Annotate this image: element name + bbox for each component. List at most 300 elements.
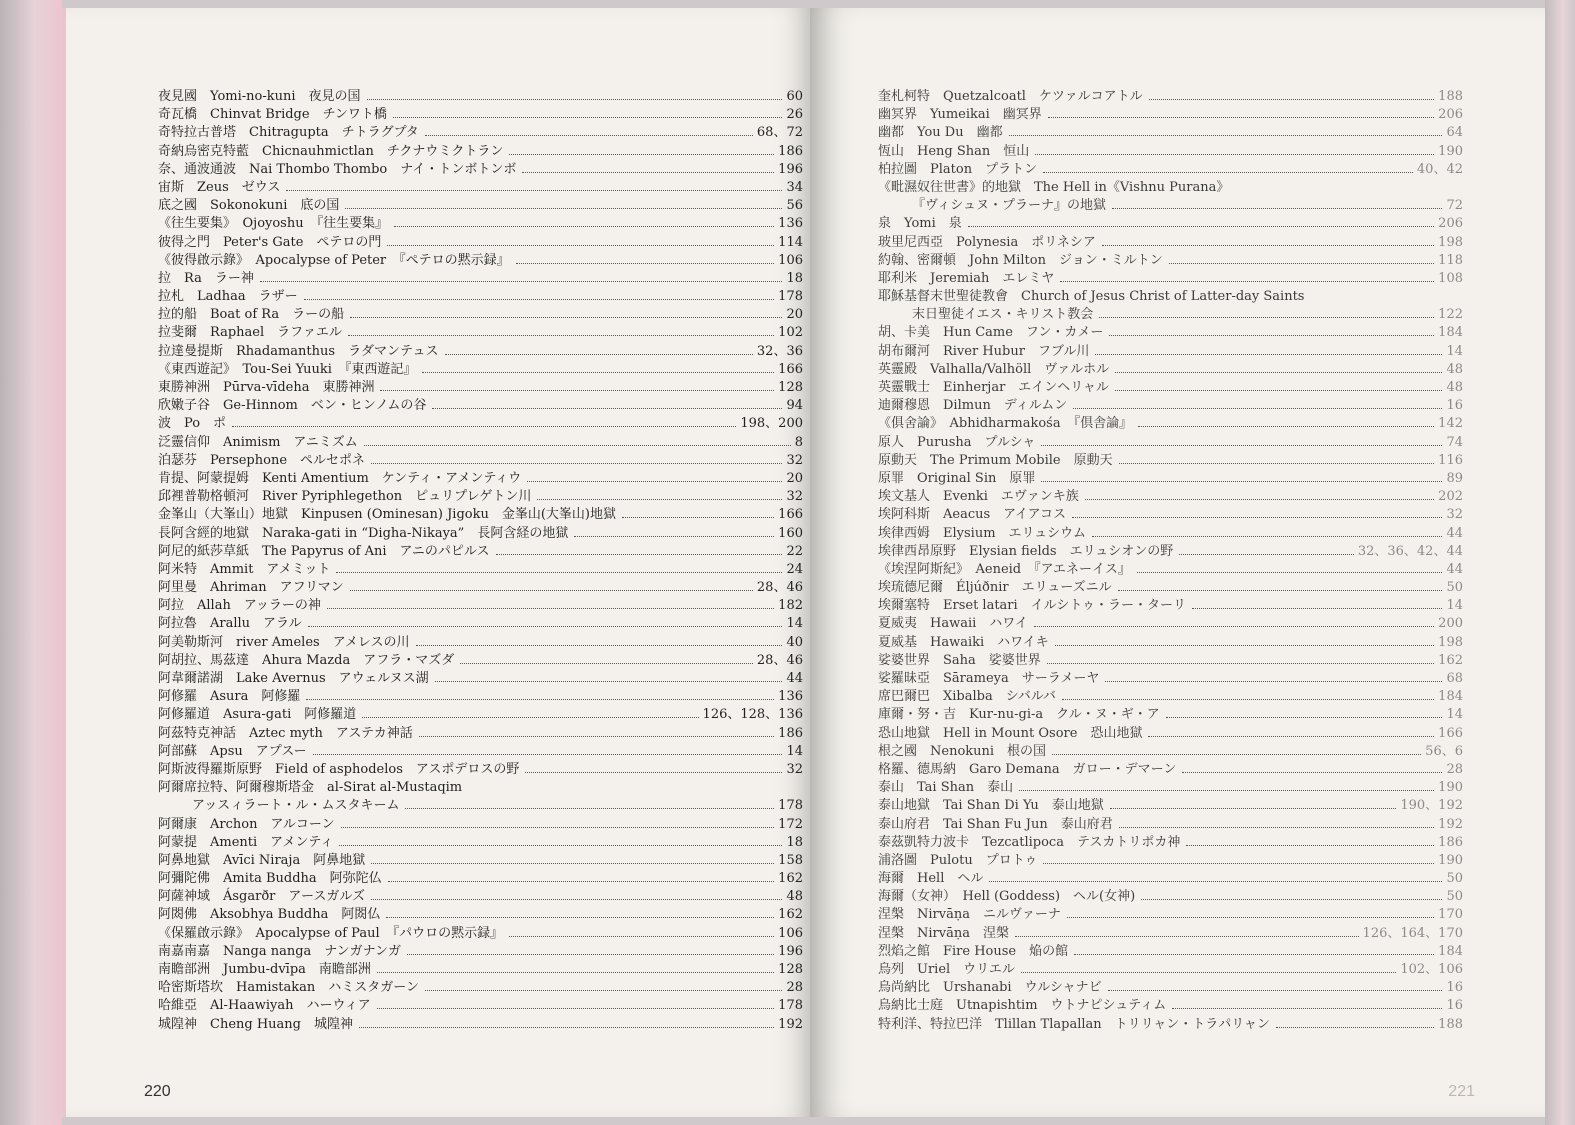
entry-page-numbers: 160 — [778, 525, 803, 541]
index-entry — [158, 725, 803, 743]
entry-label: 彼得之門 Peter's Gate ペテロの門 — [158, 234, 382, 250]
entry-label: 烏列 Uriel ウリエル — [878, 962, 1015, 977]
dot-leader — [407, 954, 774, 955]
entry-page-numbers: 40 — [786, 634, 803, 650]
index-entry — [158, 870, 803, 888]
entry-label: 《彼得啟示錄》 Apocalypse of Peter 『ペテロの黙示録』 — [158, 252, 510, 268]
entry-label: 肯提、阿蒙提姆 Kenti Amentium ケンティ・アメンティウ — [158, 470, 522, 486]
entry-page-numbers: 26 — [786, 107, 803, 123]
dot-leader — [386, 917, 774, 918]
entry-label: 阿拉 Allah アッラーの神 — [158, 598, 321, 614]
entry-page-numbers: 196 — [778, 161, 803, 177]
index-entry — [158, 670, 803, 688]
entry-label: 《俱舍論》 Abhidharmakośa 『倶舎論』 — [878, 416, 1133, 432]
entry-page-numbers: 74 — [1446, 434, 1463, 450]
dot-leader — [1119, 827, 1434, 828]
entry-label: 奈、通波通波 Nai Thombo Thombo ナイ・トンボトンボ — [158, 161, 517, 177]
entry-page-numbers: 44 — [1446, 525, 1463, 541]
index-entry — [878, 361, 1463, 379]
entry-page-numbers: 106 — [778, 252, 803, 268]
entry-page-numbers: 32 — [1446, 507, 1463, 523]
index-entry — [878, 797, 1463, 815]
entry-label: 埃爾塞特 Erset latari イルシトゥ・ラー・ターリ — [878, 598, 1187, 614]
dot-leader — [286, 190, 782, 191]
entry-page-numbers: 40、42 — [1416, 161, 1463, 177]
index-entry — [158, 415, 803, 433]
entry-page-numbers: 206 — [1438, 216, 1463, 232]
index-entry — [158, 852, 803, 870]
entry-page-numbers: 142 — [1438, 416, 1463, 432]
entry-page-numbers: 18 — [786, 834, 803, 850]
entry-label: 泊瑟芬 Persephone ペルセポネ — [158, 452, 366, 468]
entry-label: 阿修羅 Asura 阿修羅 — [158, 689, 301, 705]
entry-label: 格羅、德馬納 Garo Demana ガロー・デマーン — [878, 761, 1177, 777]
index-entry — [158, 488, 803, 506]
entry-label: 阿修羅道 Asura-gati 阿修羅道 — [158, 707, 357, 723]
dot-leader — [1072, 517, 1443, 518]
dot-leader — [968, 226, 1434, 227]
dot-leader — [327, 608, 774, 609]
dot-leader — [419, 736, 774, 737]
dot-leader — [1172, 1008, 1442, 1009]
index-entry — [878, 725, 1463, 743]
index-entry — [878, 470, 1463, 488]
entry-page-numbers: 24 — [786, 561, 803, 577]
entry-label: 恆山 Heng Shan 恒山 — [878, 143, 1030, 159]
dot-leader — [422, 372, 774, 373]
entry-label: 庫爾・努・吉 Kur-nu-gi-a クル・ヌ・ギ・ア — [878, 707, 1160, 723]
dot-leader — [1048, 117, 1434, 118]
index-entry — [878, 779, 1463, 797]
entry-page-numbers: 20 — [786, 470, 803, 486]
entry-label: 夏威夷 Hawaii ハワイ — [878, 616, 1028, 632]
dot-leader — [1021, 972, 1396, 973]
index-entry — [878, 652, 1463, 670]
entry-page-numbers: 102 — [778, 325, 803, 341]
index-entry — [878, 870, 1463, 888]
dot-leader — [1052, 754, 1421, 755]
dot-leader — [1141, 899, 1442, 900]
entry-page-numbers: 136 — [778, 216, 803, 232]
index-entry — [878, 979, 1463, 997]
entry-label: 海爾（女神） Hell (Goddess) ヘル(女神) — [878, 889, 1136, 905]
entry-page-numbers: 28、46 — [756, 580, 803, 596]
entry-label: 泉 Yomi 泉 — [878, 216, 962, 232]
entry-label: 幽都 You Du 幽都 — [878, 125, 1003, 141]
entry-page-numbers: 60 — [786, 89, 803, 104]
dot-leader — [1073, 408, 1442, 409]
index-entry — [878, 452, 1463, 470]
entry-page-numbers: 44 — [786, 671, 803, 686]
entry-page-numbers: 14 — [1446, 343, 1463, 359]
entry-page-numbers: 190、192 — [1400, 798, 1463, 814]
index-entry — [158, 816, 803, 834]
entry-page-numbers: 206 — [1438, 107, 1463, 123]
entry-page-numbers: 188 — [1438, 1016, 1463, 1032]
page-edge-left — [0, 0, 62, 1125]
entry-page-numbers: 14 — [1446, 598, 1463, 614]
index-entry — [158, 561, 803, 579]
index-list-right — [878, 88, 1463, 1034]
dot-leader — [1115, 372, 1442, 373]
index-entry — [878, 234, 1463, 252]
entry-page-numbers: 192 — [1438, 816, 1463, 832]
entry-label: 迪爾穆恩 Dilmun ディルムン — [878, 398, 1068, 414]
dot-leader — [574, 536, 774, 537]
entry-page-numbers: 14 — [786, 616, 803, 632]
index-entry — [878, 706, 1463, 724]
index-entry — [158, 797, 803, 815]
index-entry — [158, 979, 803, 997]
index-entry — [878, 961, 1463, 979]
dot-leader — [1149, 99, 1434, 100]
dot-leader — [1112, 208, 1442, 209]
entry-page-numbers: 128 — [778, 962, 803, 977]
entry-page-numbers: 106 — [778, 925, 803, 941]
dot-leader — [1034, 626, 1434, 627]
index-entry — [158, 215, 803, 233]
entry-label: 涅槃 Nirvāṇa 涅槃 — [878, 925, 1009, 941]
entry-page-numbers: 166 — [778, 507, 803, 523]
entry-page-numbers: 166 — [778, 361, 803, 377]
dot-leader — [1041, 481, 1442, 482]
entry-label: 城隍神 Cheng Huang 城隍神 — [158, 1016, 353, 1032]
dot-leader — [1192, 608, 1442, 609]
entry-label: 阿蒙提 Amenti アメンティ — [158, 834, 334, 850]
entry-page-numbers: 102、106 — [1400, 962, 1463, 977]
index-entry — [158, 961, 803, 979]
entry-label: 埃律西姆 Elysium エリュシウム — [878, 525, 1087, 541]
entry-page-numbers: 196 — [778, 943, 803, 959]
entry-label: 涅槃 Nirvāṇa ニルヴァーナ — [878, 907, 1061, 923]
index-entry — [158, 343, 803, 361]
entry-page-numbers: 108 — [1438, 270, 1463, 286]
entry-label: 耶穌基督末世聖徒教會 Church of Jesus Christ of Latter-day Saints — [878, 289, 1305, 305]
entry-label: 夏威基 Hawaiki ハワイキ — [878, 634, 1049, 650]
dot-leader — [348, 335, 774, 336]
entry-label: 夜見國 Yomi-no-kuni 夜見の国 — [158, 89, 361, 104]
dot-leader — [377, 1008, 774, 1009]
index-entry — [878, 124, 1463, 142]
entry-label: 泰山地獄 Tai Shan Di Yu 泰山地獄 — [878, 798, 1104, 814]
entry-label: 末日聖徒イエス・キリスト教会 — [912, 307, 1094, 323]
entry-label: 原罪 Original Sin 原罪 — [878, 470, 1036, 486]
entry-page-numbers: 198 — [1438, 234, 1463, 250]
dot-leader — [350, 317, 782, 318]
entry-label: 波 Po ポ — [158, 416, 227, 432]
entry-page-numbers: 50 — [1446, 871, 1463, 887]
dot-leader — [1043, 172, 1413, 173]
entry-label: 底之國 Sokonokuni 底の国 — [158, 198, 340, 214]
entry-label: 奎札柯特 Quetzalcoatl ケツァルコアトル — [878, 89, 1143, 104]
entry-page-numbers: 64 — [1446, 125, 1463, 141]
index-entry — [878, 306, 1463, 324]
entry-page-numbers: 32 — [786, 761, 803, 777]
entry-label: 金峯山（大峯山）地獄 Kinpusen (Ominesan) Jigoku 金峯山(大峯山)地獄 — [158, 507, 616, 523]
left-page — [62, 8, 814, 1117]
dot-leader — [1041, 445, 1442, 446]
index-entry — [878, 943, 1463, 961]
entry-page-numbers: 48 — [786, 889, 803, 905]
entry-page-numbers: 190 — [1438, 852, 1463, 868]
index-entry — [878, 743, 1463, 761]
entry-page-numbers: 128 — [778, 380, 803, 395]
index-entry — [878, 288, 1463, 306]
entry-label: 烏尚納比 Urshanabi ウルシャナビ — [878, 980, 1102, 996]
dot-leader — [496, 554, 783, 555]
index-entry — [158, 1016, 803, 1034]
entry-label: 阿拉魯 Arallu アラル — [158, 616, 302, 632]
entry-page-numbers: 16 — [1446, 980, 1463, 996]
dot-leader — [1138, 426, 1434, 427]
entry-label: 哈密斯塔坎 Hamistakan ハミスタガーン — [158, 980, 419, 996]
index-entry — [158, 579, 803, 597]
entry-label: 阿薩神域 Ásgarðr アースガルズ — [158, 889, 365, 905]
entry-label: 胡布爾河 River Hubur フブル川 — [878, 343, 1090, 359]
dot-leader — [460, 663, 753, 664]
entry-label: 欣嫩子谷 Ge-Hinnom ベン・ヒンノムの谷 — [158, 398, 427, 414]
entry-page-numbers: 162 — [778, 871, 803, 887]
entry-page-numbers: 190 — [1438, 143, 1463, 159]
index-entry — [158, 925, 803, 943]
entry-page-numbers: 28、46 — [756, 652, 803, 668]
entry-label: 阿爾席拉特、阿爾穆斯塔金 al-Sirat al-Mustaqim — [158, 780, 463, 796]
dot-leader — [1035, 154, 1434, 155]
dot-leader — [1055, 645, 1434, 646]
index-entry — [878, 816, 1463, 834]
dot-leader — [405, 808, 774, 809]
index-entry — [158, 234, 803, 252]
dot-leader — [1062, 699, 1434, 700]
index-entry — [158, 906, 803, 924]
dot-leader — [377, 972, 774, 973]
entry-label: 阿里曼 Ahriman アフリマン — [158, 580, 344, 596]
entry-page-numbers: 186 — [778, 143, 803, 159]
entry-page-numbers: 182 — [778, 598, 803, 614]
dot-leader — [232, 426, 736, 427]
index-entry — [158, 634, 803, 652]
index-entry — [878, 834, 1463, 852]
index-entry — [158, 106, 803, 124]
dot-leader — [1105, 681, 1442, 682]
entry-label: 《毗濕奴往世書》的地獄 The Hell in《Vishnu Purana》 — [878, 179, 1230, 195]
entry-label: 南瞻部洲 Jumbu-dvīpa 南瞻部洲 — [158, 962, 371, 977]
dot-leader — [1092, 536, 1442, 537]
index-entry — [158, 706, 803, 724]
dot-leader — [1169, 263, 1434, 264]
entry-page-numbers: 14 — [786, 743, 803, 759]
entry-page-numbers: 50 — [1446, 580, 1463, 596]
index-entry — [878, 543, 1463, 561]
entry-label: 烏納比士庭 Utnapishtim ウトナピシュティム — [878, 998, 1167, 1014]
entry-label: 胡、卡美 Hun Came フン・カメー — [878, 325, 1104, 341]
index-entry — [878, 106, 1463, 124]
entry-page-numbers: 94 — [786, 398, 803, 414]
entry-page-numbers: 126、164、170 — [1362, 925, 1463, 941]
entry-label: 邱裡普勒格頓河 River Pyriphlegethon ピュリプレゲトン川 — [158, 489, 532, 505]
index-entry — [878, 525, 1463, 543]
entry-label: 阿胡拉、馬茲達 Ahura Mazda アフラ・マズダ — [158, 652, 455, 668]
dot-leader — [432, 408, 782, 409]
dot-leader — [445, 354, 753, 355]
entry-label: 阿斯波得羅斯原野 Field of asphodelos アスポデロスの野 — [158, 761, 520, 777]
dot-leader — [989, 881, 1442, 882]
dot-leader — [416, 645, 783, 646]
index-entry — [878, 488, 1463, 506]
entry-label: 東勝神洲 Pūrva-vīdeha 東勝神洲 — [158, 380, 375, 395]
entry-label: 泰山府君 Tai Shan Fu Jun 泰山府君 — [878, 816, 1113, 832]
entry-page-numbers: 34 — [786, 179, 803, 195]
dot-leader — [359, 1027, 774, 1028]
entry-page-numbers: 178 — [778, 289, 803, 305]
entry-label: 席巴爾巴 Xibalba シバルバ — [878, 689, 1056, 705]
index-entry — [158, 197, 803, 215]
dot-leader — [1009, 135, 1443, 136]
entry-page-numbers: 136 — [778, 689, 803, 705]
dot-leader — [522, 172, 774, 173]
entry-page-numbers: 8 — [794, 434, 803, 450]
index-entry — [158, 525, 803, 543]
entry-page-numbers: 188 — [1438, 89, 1463, 104]
entry-label: 『ヴィシュヌ・プラーナ』の地獄 — [912, 198, 1106, 214]
index-entry — [878, 506, 1463, 524]
index-entry — [878, 761, 1463, 779]
entry-page-numbers: 44 — [1446, 561, 1463, 577]
entry-page-numbers: 22 — [786, 543, 803, 559]
entry-page-numbers: 116 — [1438, 452, 1463, 468]
index-entry — [878, 615, 1463, 633]
index-entry — [158, 252, 803, 270]
index-entry — [878, 597, 1463, 615]
entry-label: 長阿含經的地獄 Naraka-gati in “Digha-Nikaya” 長阿含経の地獄 — [158, 525, 569, 541]
dot-leader — [1148, 736, 1434, 737]
dot-leader — [350, 590, 753, 591]
entry-page-numbers: 118 — [1438, 252, 1463, 268]
entry-page-numbers: 50 — [1446, 889, 1463, 905]
entry-label: 埃琉德尼爾 Éljúðnir エリューズニル — [878, 580, 1112, 596]
dot-leader — [1137, 572, 1443, 573]
entry-page-numbers: 200 — [1438, 616, 1463, 632]
dot-leader — [516, 263, 775, 264]
entry-label: 埃律西昂原野 Elysian fields エリュシオンの野 — [878, 543, 1174, 559]
entry-page-numbers: 56 — [786, 198, 803, 214]
right-page — [810, 8, 1545, 1117]
dot-leader — [1118, 590, 1443, 591]
dot-leader — [1019, 790, 1434, 791]
entry-label: 阿彌陀佛 Amita Buddha 阿弥陀仏 — [158, 871, 382, 887]
index-entry — [878, 415, 1463, 433]
dot-leader — [1115, 390, 1443, 391]
entry-page-numbers: 89 — [1446, 470, 1463, 486]
entry-page-numbers: 56、6 — [1425, 743, 1463, 759]
entry-page-numbers: 18 — [786, 270, 803, 286]
dot-leader — [313, 754, 783, 755]
dot-leader — [304, 299, 775, 300]
index-entry — [158, 161, 803, 179]
dot-leader — [345, 208, 782, 209]
dot-leader — [1043, 863, 1434, 864]
index-entry — [878, 324, 1463, 342]
dot-leader — [1166, 717, 1443, 718]
dot-leader — [622, 517, 774, 518]
index-entry — [158, 615, 803, 633]
index-entry — [158, 452, 803, 470]
index-entry — [878, 561, 1463, 579]
index-entry — [158, 997, 803, 1015]
index-entry — [878, 1016, 1463, 1034]
entry-page-numbers: 68 — [1446, 671, 1463, 686]
entry-page-numbers: 184 — [1438, 325, 1463, 341]
entry-page-numbers: 48 — [1446, 361, 1463, 377]
index-entry — [158, 397, 803, 415]
dot-leader — [371, 463, 782, 464]
dot-leader — [306, 699, 774, 700]
entry-page-numbers: 114 — [778, 234, 803, 250]
entry-label: 恐山地獄 Hell in Mount Osore 恐山地獄 — [878, 725, 1143, 741]
entry-page-numbers: 158 — [778, 852, 803, 868]
entry-label: 《往生要集》 Ojoyoshu 『往生要集』 — [158, 216, 389, 232]
entry-label: 《保羅啟示錄》 Apocalypse of Paul 『パウロの黙示録』 — [158, 925, 504, 941]
dot-leader — [1099, 317, 1434, 318]
entry-label: 特利洋、特拉巴洋 Tlillan Tlapallan トリリャン・トラパリャン — [878, 1016, 1270, 1032]
index-entry — [878, 197, 1463, 215]
dot-leader — [509, 936, 774, 937]
dot-leader — [387, 245, 774, 246]
dot-leader — [393, 117, 783, 118]
entry-label: 南嘉南嘉 Nanga nanga ナンガナンガ — [158, 943, 401, 959]
dot-leader — [367, 99, 783, 100]
entry-page-numbers: 72 — [1446, 198, 1463, 214]
dot-leader — [1276, 1027, 1434, 1028]
entry-label: 烈焰之館 Fire House 焔の館 — [878, 943, 1069, 959]
index-entry — [158, 88, 803, 106]
entry-label: 原動天 The Primum Mobile 原動天 — [878, 452, 1113, 468]
entry-label: 耶利米 Jeremiah エレミヤ — [878, 270, 1055, 286]
entry-page-numbers: 68、72 — [756, 125, 803, 141]
entry-label: 娑婆世界 Saha 娑婆世界 — [878, 652, 1041, 668]
index-entry — [158, 943, 803, 961]
dot-leader — [1095, 354, 1442, 355]
index-entry — [878, 634, 1463, 652]
index-entry — [158, 743, 803, 761]
index-entry — [158, 434, 803, 452]
dot-leader — [1085, 499, 1434, 500]
entry-page-numbers: 178 — [778, 998, 803, 1014]
index-entry — [158, 306, 803, 324]
entry-label: 宙斯 Zeus ゼウス — [158, 179, 281, 195]
dot-leader — [1102, 245, 1434, 246]
index-entry — [878, 379, 1463, 397]
dot-leader — [425, 990, 782, 991]
index-entry — [878, 579, 1463, 597]
entry-label: 幽冥界 Yumeikai 幽冥界 — [878, 107, 1042, 123]
index-entry — [878, 252, 1463, 270]
entry-label: 玻里尼西亞 Polynesia ポリネシア — [878, 234, 1096, 250]
entry-label: 阿爾康 Archon アルコーン — [158, 816, 335, 832]
dot-leader — [371, 863, 774, 864]
index-entry — [158, 361, 803, 379]
entry-page-numbers: 198 — [1438, 634, 1463, 650]
entry-page-numbers: 20 — [786, 307, 803, 323]
entry-label: 《埃涅阿斯紀》 Aeneid 『アエネーイス』 — [878, 561, 1131, 577]
page-number-left: 220 — [144, 1083, 171, 1100]
entry-label: 阿韋爾諾湖 Lake Avernus アウェルヌス湖 — [158, 671, 429, 686]
dot-leader — [525, 772, 782, 773]
entry-page-numbers: 32 — [786, 452, 803, 468]
index-entry — [158, 124, 803, 142]
entry-label: 泰山 Tai Shan 泰山 — [878, 780, 1014, 796]
index-entry — [158, 761, 803, 779]
